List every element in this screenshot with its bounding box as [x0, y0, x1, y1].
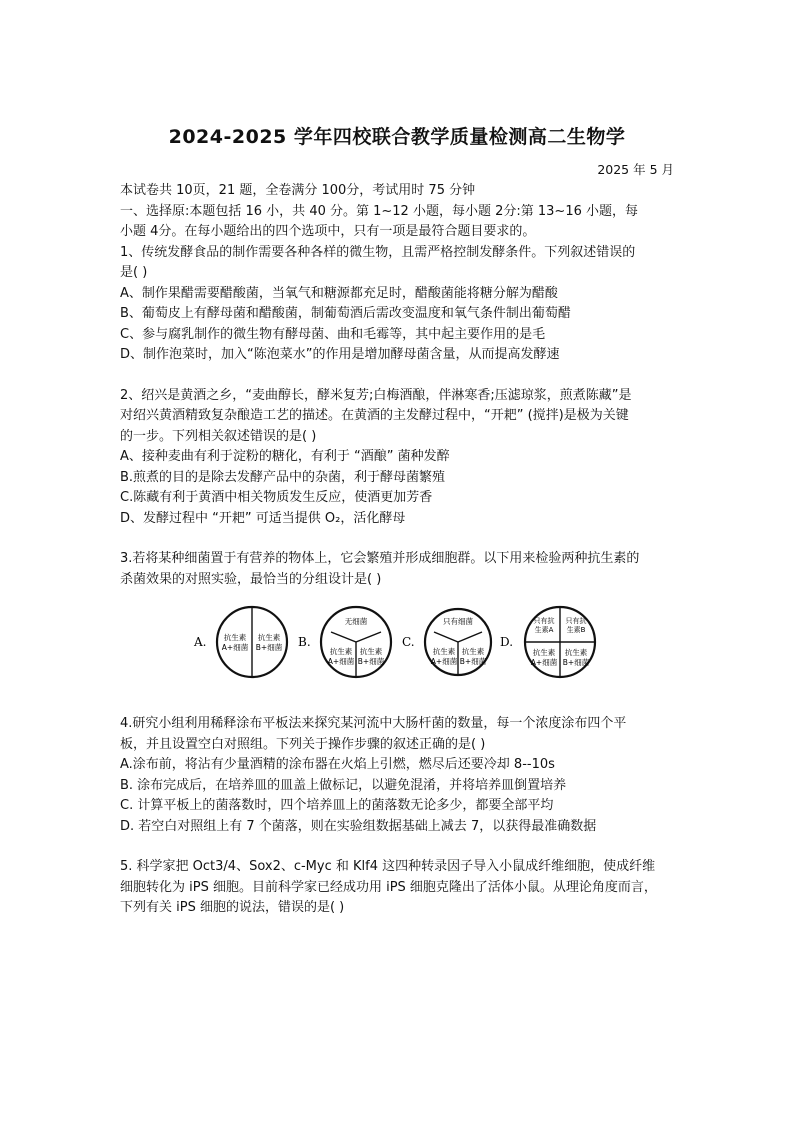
question-stem-line: 的一步。下列相关叙述错误的是( ) — [120, 428, 317, 444]
question-stem-line: 细胞转化为 iPS 细胞。目前科学家已经成功用 iPS 细胞克隆出了活体小鼠。从理论角度而言， — [120, 879, 657, 895]
exam-content — [120, 181, 676, 919]
answer-option-a: A.涂布前，将沾有少量酒精的涂布器在火焰上引燃，燃尽后还要冷却 8--10s — [120, 757, 555, 772]
answer-option-a: A、接种麦曲有利于淀粉的糖化，有利于 “酒酿” 菌种发醉 — [120, 449, 450, 464]
answer-option-d: D、发酵过程中 “开耙” 可适当提供 O₂，活化酵母 — [120, 510, 406, 526]
option-d-dish-group — [500, 607, 595, 677]
option-d-cell-label: 只有抗生素A — [533, 617, 555, 634]
option-c-dish-group — [402, 609, 491, 675]
question-stem-line: 3.若将某种细菌置于有营养的物体上，它会繁殖并形成细胞群。以下用来检验两种抗生素的 — [120, 551, 640, 566]
option-b-letter: B. — [298, 635, 311, 649]
option-b-top-label: 无细菌 — [344, 617, 368, 626]
answer-option-b: B.煎煮的目的是除去发酵产品中的杂菌，利于酵母菌繁殖 — [120, 469, 446, 485]
answer-option-b: B、葡萄皮上有酵母菌和醋酸菌，制葡萄酒后需改变温度和氧气条件制出葡萄醋 — [120, 306, 571, 321]
page-title: 2024-2025 学年四校联合教学质量检测高二生物学 — [168, 126, 626, 148]
option-d-letter: D. — [500, 635, 514, 649]
option-c-top-label: 只有细菌 — [443, 617, 473, 626]
option-a-cell-label: 抗生素 A+细菌 — [221, 633, 249, 652]
question-stem-line: 对绍兴黄酒精致复杂酿造工艺的描述。在黄酒的主发酵过程中，“开耙” (搅拌)是极为关键 — [120, 408, 629, 423]
question-4 — [120, 714, 676, 837]
option-d-cell-label: 只有抗生素B — [565, 617, 587, 634]
question-1 — [120, 243, 676, 366]
answer-option-c: C.陈藏有利于黄酒中相关物质发生反应，使酒更加芳香 — [120, 490, 433, 505]
option-c-letter: C. — [402, 635, 415, 649]
section-instruction-line: 小题 4分。在每小题给出的四个选项中，只有一项是最符合题目要求的。 — [120, 224, 536, 239]
question-stem-line: 板，并且设置空白对照组。下列关于操作步骤的叙述正确的是( ) — [120, 736, 486, 752]
option-c-cell-label: 抗生素 B+细菌 — [459, 647, 487, 666]
answer-option-b: B. 涂布完成后，在培养皿的皿盖上做标记，以避免混淆，并将培养皿倒置培养 — [120, 777, 567, 793]
option-b-cell-label: 抗生素 B+细菌 — [357, 647, 385, 666]
question-stem-line: 5. 科学家把 Oct3/4、Sox2、c-Myc 和 Klf4 这四种转录因子导入小鼠成纤维细胞，使成纤维 — [120, 859, 656, 874]
question-stem-line: 杀菌效果的对照实验，最恰当的分组设计是( ) — [120, 571, 382, 587]
section-instruction-line: 一、选择原:本题包括 16 小，共 40 分。第 1~12 小题，每小题 2分:第 13~16 小题，每 — [120, 203, 638, 219]
answer-option-c: C、参与腐乳制作的微生物有酵母菌、曲和毛霉等，其中起主要作用的是毛 — [120, 326, 546, 342]
petri-dish-figure — [120, 604, 676, 688]
option-b-dish-group — [298, 607, 391, 677]
answer-option-d: D. 若空白对照组上有 7 个菌落，则在实验组数据基础上减去 7，以获得最准确数据 — [120, 818, 597, 834]
answer-option-a: A、制作果醋需要醋酸菌，当氧气和糖源都充足时，醋酸菌能将糖分解为醋酸 — [120, 285, 558, 301]
option-a-letter: A. — [194, 635, 207, 649]
option-a-cell-label: 抗生素 B+细菌 — [255, 633, 283, 652]
exam-intro: 本试卷共 10页，21 题，全卷满分 100分，考试用时 75 分钟 — [120, 183, 476, 198]
question-2 — [120, 386, 676, 530]
question-stem-line: 2、绍兴是黄酒之乡，“麦曲醇长，酵米复芳;白梅酒酿，伴淋寒香;压滤琼浆，煎煮陈藏”是 — [120, 387, 632, 403]
exam-date: 2025 年 5 月 — [597, 162, 674, 177]
question-stem-line: 1、传统发酵食品的制作需要各种各样的微生物，且需严格控制发酵条件。下列叙述错误的 — [120, 244, 636, 260]
option-d-cell-label: 抗生素 A+细菌 — [530, 648, 558, 667]
answer-option-d: D、制作泡菜时，加入“陈泡菜水”的作用是增加酵母菌含量，从而提高发酵速 — [120, 347, 560, 362]
question-5 — [120, 857, 676, 919]
answer-option-c: C. 计算平板上的菌落数时，四个培养皿上的菌落数无论多少，都要全部平均 — [120, 798, 554, 813]
question-3 — [120, 549, 676, 688]
question-stem-line: 是( ) — [120, 265, 148, 280]
option-c-cell-label: 抗生素 A+细菌 — [430, 647, 458, 666]
question-stem-line: 4.研究小组利用稀释涂布平板法来探究某河流中大肠杆菌的数量，每一个浓度涂布四个平 — [120, 716, 627, 731]
option-a-dish-group — [193, 607, 287, 677]
question-stem-line: 下列有关 iPS 细胞的说法，错误的是( ) — [120, 900, 345, 915]
option-d-cell-label: 抗生素 B+细菌 — [562, 648, 590, 667]
petri-dish-diagram — [190, 604, 610, 684]
option-b-cell-label: 抗生素 A+细菌 — [327, 647, 355, 666]
